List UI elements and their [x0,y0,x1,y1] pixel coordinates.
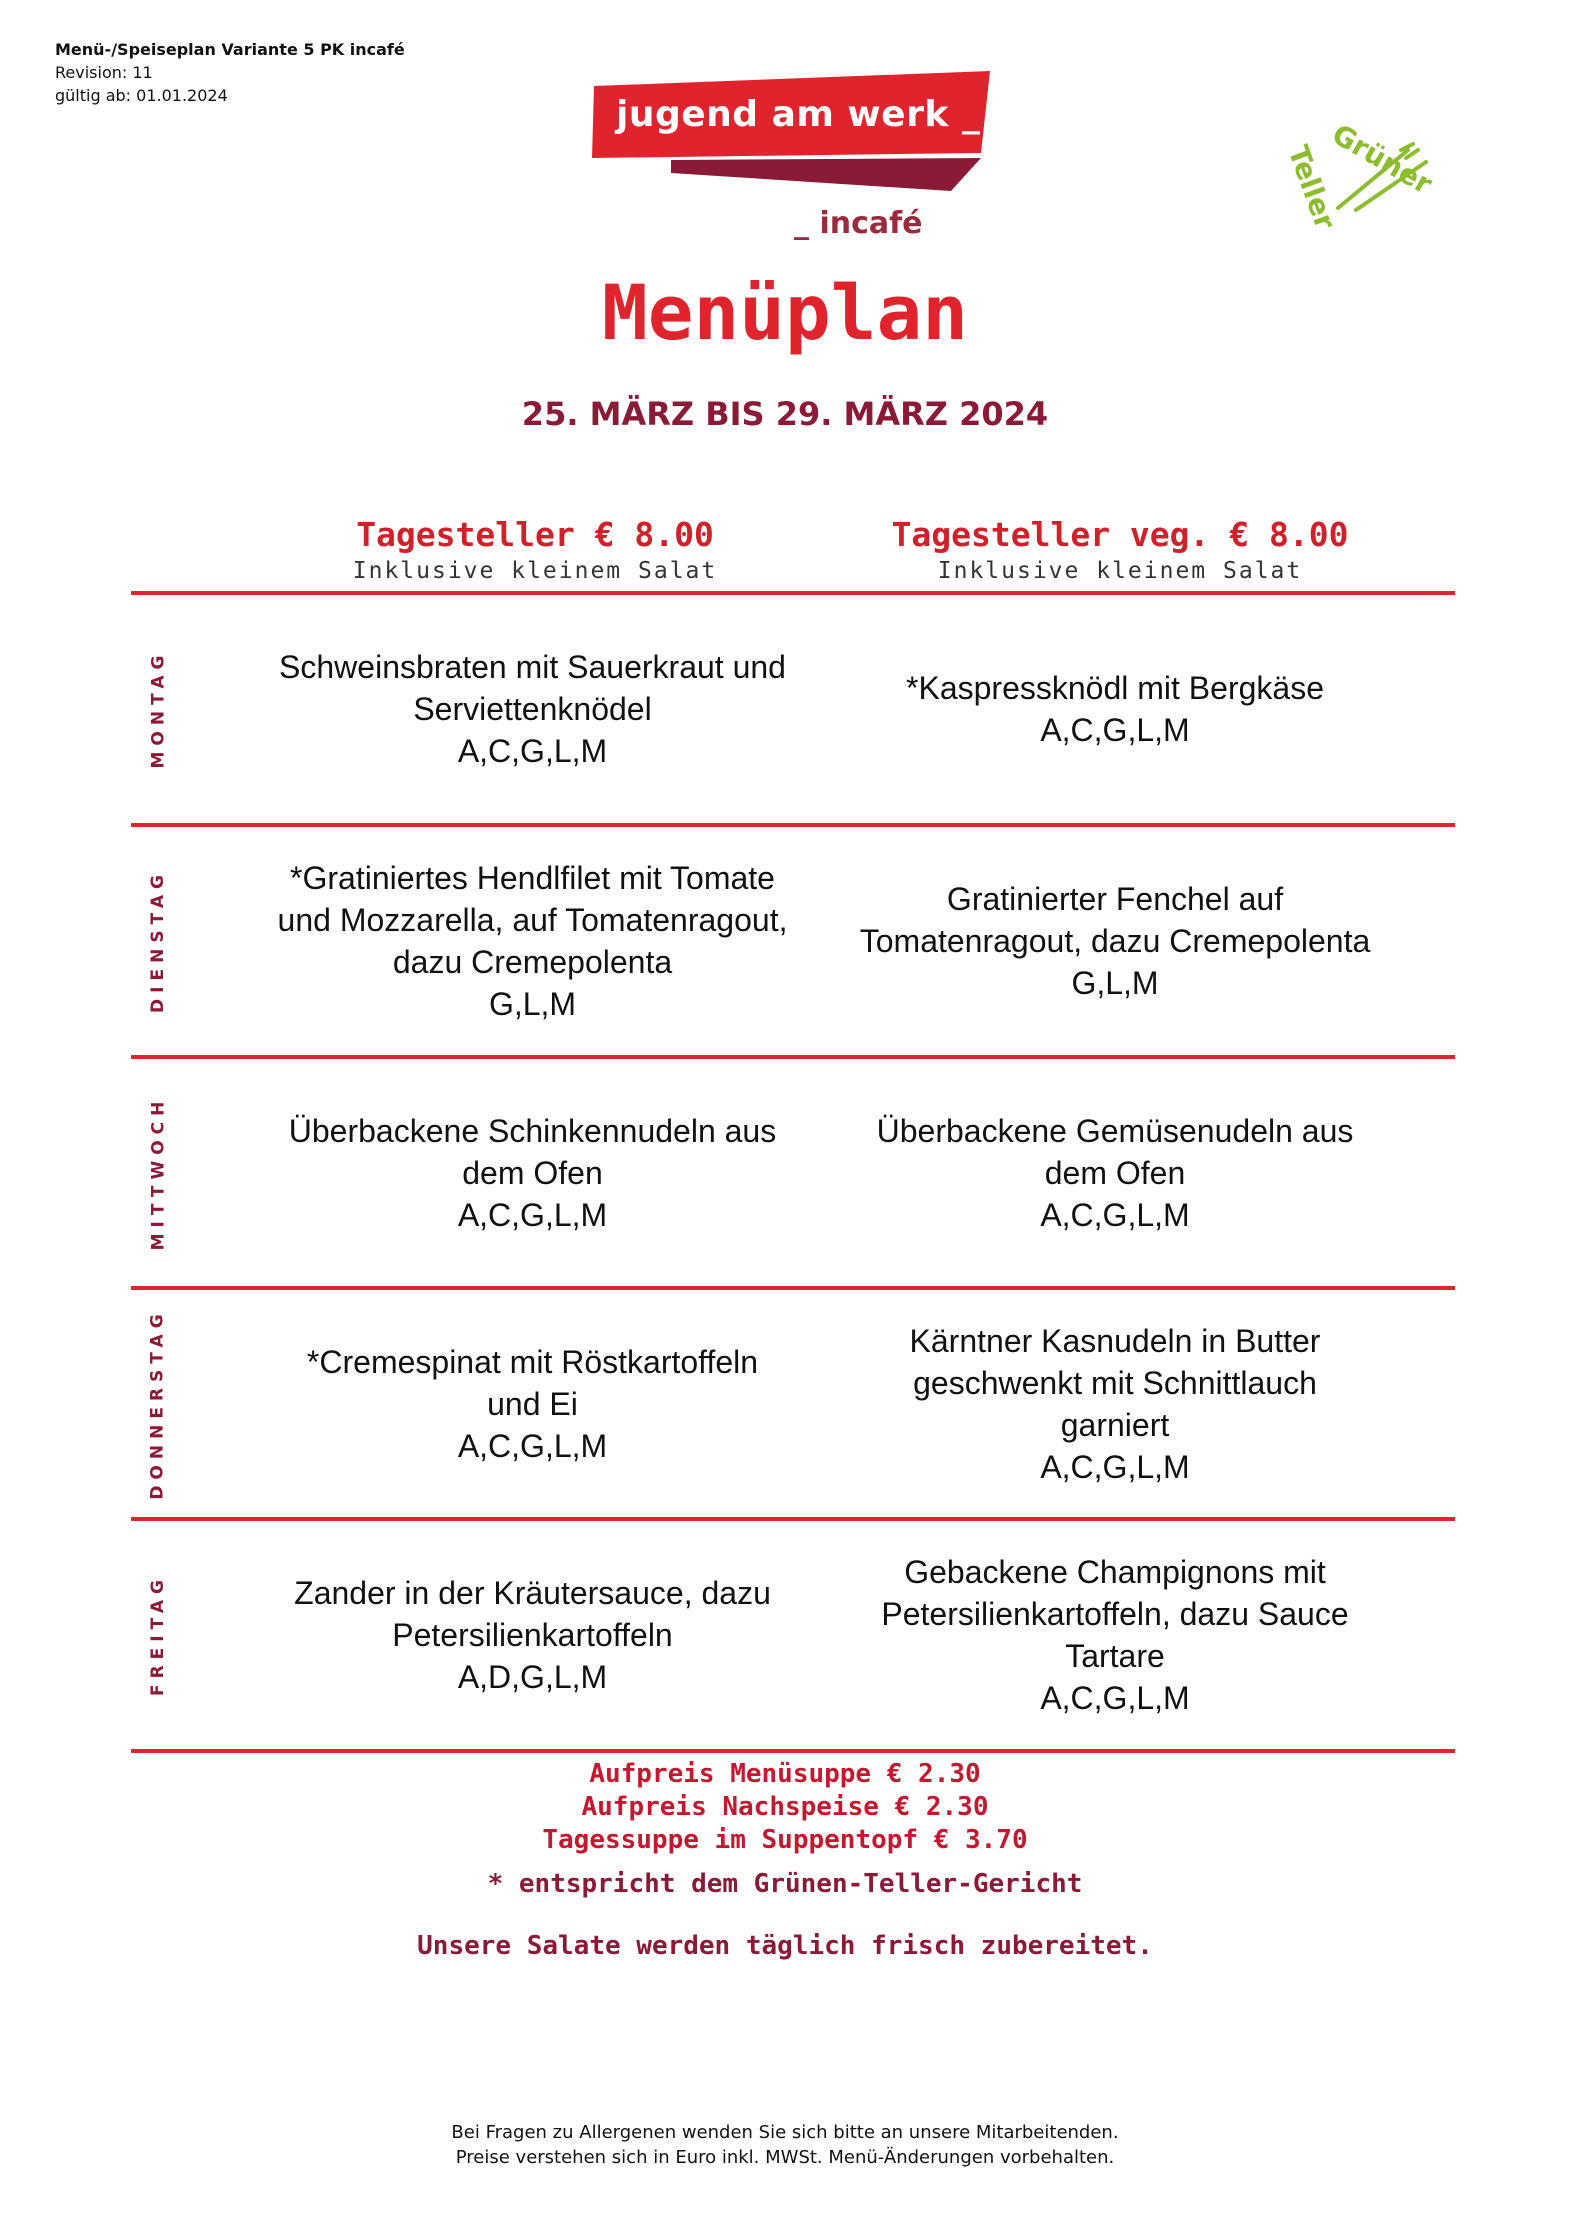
gruener-teller-logo [1278,90,1448,240]
jugend-am-werk-logo [586,68,996,248]
allergen-codes: A,C,G,L,M [1040,1680,1190,1716]
logo-sub-text: _ incafé [794,206,923,241]
allergen-codes: A,C,G,L,M [1040,1448,1190,1485]
dish-line: Tartare [1065,1638,1165,1674]
allergen-codes: A,C,G,L,M [457,1196,608,1233]
day-label [143,1290,173,1517]
extra-soup: Aufpreis Menüsuppe € 2.30 [589,1759,981,1789]
column-note: Inklusive kleinem Salat [937,558,1303,584]
day-name: MONTAG [148,649,169,769]
dish-regular [250,1290,815,1517]
dish-regular [250,595,815,823]
dish-line: Überbackene Gemüsenudeln aus [876,1112,1354,1149]
dish-line: und Mozzarella, auf Tomatenragout, [277,902,788,938]
allergen-codes: G,L,M [488,986,577,1022]
allergen-codes: A,C,G,L,M [457,1427,608,1464]
day-name: FREITAG [148,1573,168,1697]
allergen-codes: A,C,G,L,M [457,733,608,769]
dish-line: Tomatenragout, dazu Cremepolenta [859,923,1371,959]
dish-line: und Ei [487,1385,578,1422]
dish-line: *Cremespinat mit Röstkartoffeln [306,1343,759,1380]
dish-line: Petersilienkartoffeln, dazu Sauce [881,1596,1349,1632]
day-label [143,1521,173,1749]
page-title: Menüplan [601,268,969,357]
column-price: Tagesteller veg. € 8.00 [891,515,1349,554]
dish-line: Überbackene Schinkennudeln aus [288,1112,777,1149]
dish-regular [250,827,815,1055]
divider-line [131,1749,1455,1753]
green-logo-line2: Teller [1281,141,1342,234]
dish-vegetarian [830,827,1400,1055]
dish-line: dem Ofen [1044,1154,1186,1191]
dish-line: Zander in der Kräutersauce, dazu [294,1575,771,1611]
price-extras [0,1758,1570,1961]
column-header-vegetarian [840,515,1400,584]
day-name: DIENSTAG [148,869,169,1013]
dish-line: dazu Cremepolenta [392,944,673,980]
revision: Revision: 11 [55,63,153,82]
column-price: Tagesteller € 8.00 [356,515,714,554]
dish-line: Petersilienkartoffeln [392,1617,673,1653]
day-name: MITTWOCH [148,1095,169,1250]
day-label [143,1059,173,1286]
day-name: DONNERSTAG [148,1307,169,1500]
dish-regular [250,1521,815,1749]
allergen-codes: A,D,G,L,M [457,1659,608,1695]
dish-line: Gratinierter Fenchel auf [946,881,1284,917]
dish-line: dem Ofen [462,1154,603,1191]
date-range: 25. MÄRZ BIS 29. MÄRZ 2024 [521,395,1049,433]
allergen-codes: A,C,G,L,M [1040,1196,1190,1233]
extra-dessert: Aufpreis Nachspeise € 2.30 [581,1792,989,1822]
valid-from: gültig ab: 01.01.2024 [55,86,228,105]
column-note: Inklusive kleinem Salat [352,558,718,584]
dish-line: *Kaspressknödl mit Bergkäse [906,670,1324,706]
day-label [143,595,173,823]
price-note: Preise verstehen sich in Euro inkl. MWSt. Menü-Änderungen vorbehalten. [455,2147,1115,2168]
allergen-note: Bei Fragen zu Allergenen wenden Sie sich bitte an unsere Mitarbeitenden. [451,2122,1119,2143]
salad-note: Unsere Salate werden täglich frisch zubereitet. [417,1931,1153,1961]
dish-vegetarian [830,595,1400,823]
column-header-regular [255,515,815,584]
dish-line: garniert [1060,1406,1170,1443]
document-meta [55,38,405,107]
dish-line: *Gratiniertes Hendlfilet mit Tomate [290,860,775,896]
dish-line: Schweinsbraten mit Sauerkraut und [279,649,786,685]
dish-line: geschwenkt mit Schnittlauch [913,1364,1317,1401]
green-plate-note: * entspricht dem Grünen-Teller-Gericht [487,1869,1083,1899]
green-logo-line1: Grüner [1326,117,1438,201]
dish-line: Serviettenknödel [413,691,652,727]
dish-vegetarian [830,1290,1400,1517]
dish-line: Kärntner Kasnudeln in Butter [909,1322,1321,1359]
extra-daily-soup: Tagessuppe im Suppentopf € 3.70 [542,1825,1028,1855]
dish-regular [250,1059,815,1286]
allergen-price-note [0,2120,1570,2170]
dish-vegetarian [830,1059,1400,1286]
allergen-codes: G,L,M [1071,965,1159,1001]
logo-main-text: jugend am werk _ [616,94,981,135]
dish-vegetarian [830,1521,1400,1749]
document-title: Menü-/Speiseplan Variante 5 PK incafé [55,40,405,59]
dish-line: Gebackene Champignons mit [904,1554,1326,1590]
allergen-codes: A,C,G,L,M [1040,712,1190,748]
day-label [143,827,173,1055]
